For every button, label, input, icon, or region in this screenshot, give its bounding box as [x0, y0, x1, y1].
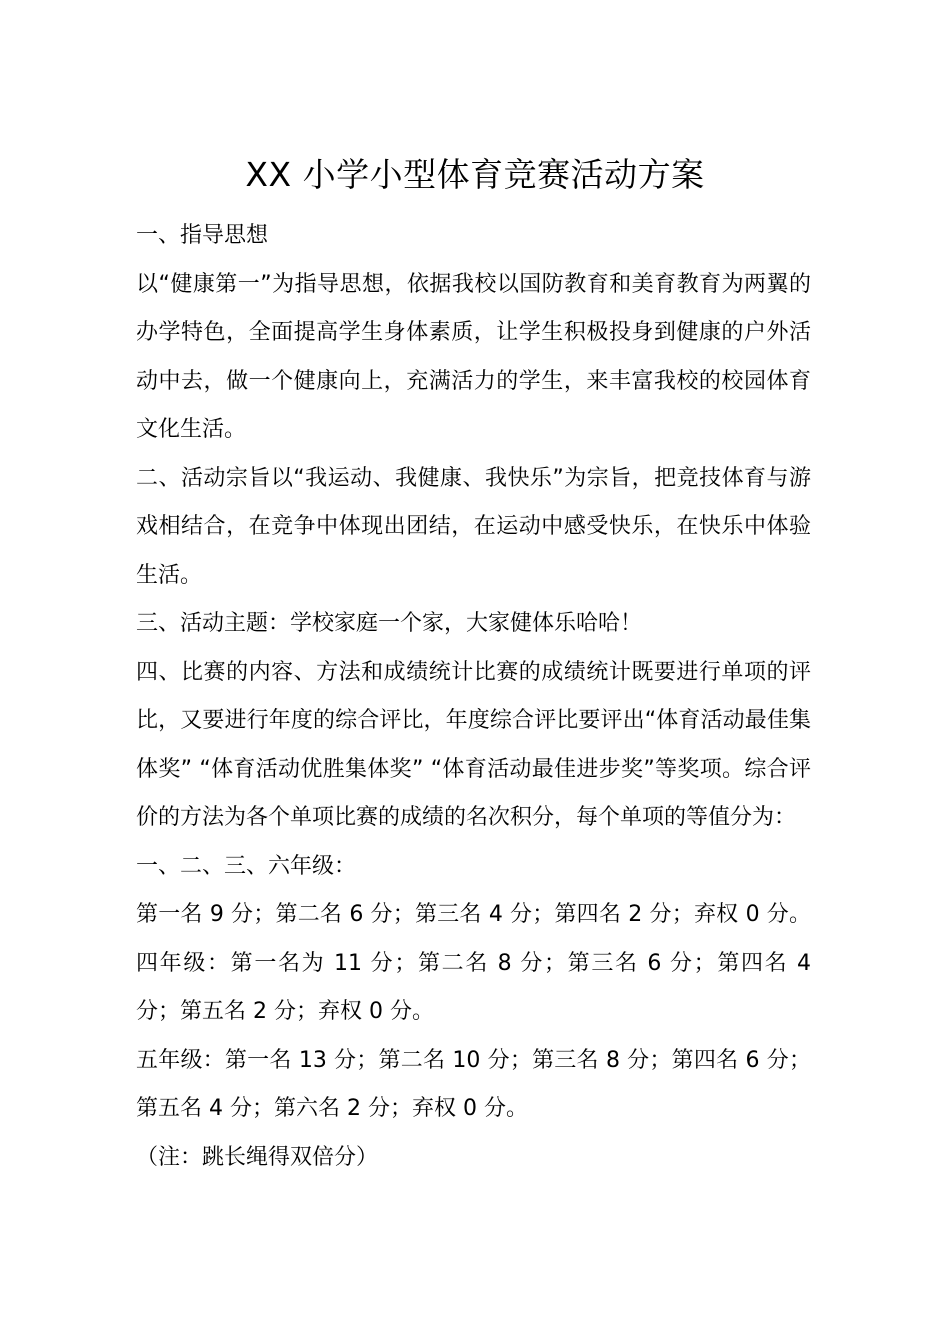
paragraph-scores-grade-5: 五年级：第一名 13 分；第二名 10 分；第三名 8 分；第四名 6 分；第五名 4 分；第六名 2 分；弃权 0 分。: [136, 1047, 811, 1121]
paragraph-note: （注：跳长绳得双倍分）: [136, 1144, 379, 1170]
paragraph-grades-1-2-3-6: 一、二、三、六年级：: [136, 853, 357, 879]
document-body: [136, 212, 811, 1182]
paragraph-scores-grade-4: 第一名 9 分；第二名 6 分；第三名 4 分；第四名 2 分；弃权 0 分。四年级：第一名为 11 分；第二名 8 分；第三名 6 分；第四名 4 分；第五名 2 分；弃权 0 分。: [136, 902, 811, 1024]
paragraph-competition-content: 四、比赛的内容、方法和成绩统计比赛的成绩统计既要进行单项的评比，又要进行年度的综合评比，年度综合评比要评出“体育活动最佳集体奖” “体育活动优胜集体奖” “体育活动最佳进步奖”等奖项。综合评价的方法为各个单项比赛的成绩的名次积分，每个单项的等值分为：: [136, 659, 811, 830]
paragraph-guiding-ideology: 以“健康第一”为指导思想，依据我校以国防教育和美育教育为两翼的办学特色，全面提高学生身体素质，让学生积极投身到健康的户外活动中去，做一个健康向上，充满活力的学生，来丰富我校的校园体育文化生活。: [136, 271, 811, 442]
paragraph-activity-theme: 三、活动主题：学校家庭一个家，大家健体乐哈哈！: [136, 611, 643, 636]
paragraph-activity-purpose: 二、活动宗旨以“我运动、我健康、我快乐”为宗旨，把竞技体育与游戏相结合，在竞争中体现出团结，在运动中感受快乐，在快乐中体验生活。: [136, 465, 811, 588]
document-title: XX 小学小型体育竞赛活动方案: [245, 155, 705, 194]
heading-guiding-ideology: 一、指导思想: [136, 223, 269, 248]
